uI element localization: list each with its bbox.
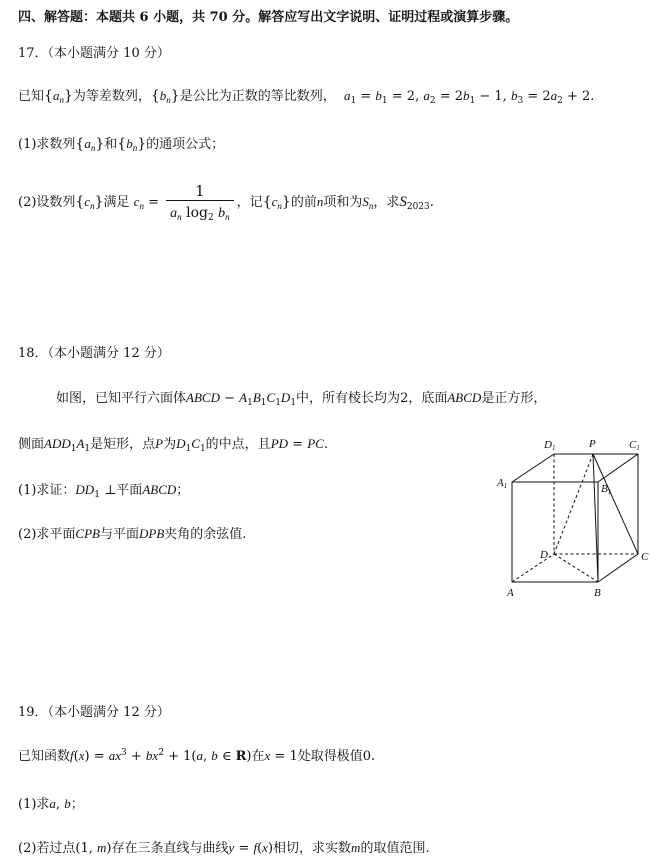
q18-part2: (2)求平面CPB与平面DPB夹角的余弦值. [18, 526, 247, 542]
label-d: D [540, 549, 548, 561]
label-a: A [507, 587, 514, 599]
q18-title: 18．（本小题满分 12 分） [18, 346, 170, 361]
q18-part1: (1)求证：$DD_1$ ⊥平面ABCD； [18, 482, 190, 500]
segment-db [554, 554, 598, 582]
label-p: P [589, 438, 596, 450]
label-c1: C1 [629, 439, 640, 452]
edge-bc [598, 554, 638, 582]
q19-stem: 已知函数$f(x) = ax^3 + bx^2 + 1(a$, b ∈ R)在x = 1处取得极值0. [18, 748, 376, 764]
q17-fraction: $\frac{1}{a_n \log_2 b_n}$ [166, 182, 234, 224]
label-b1: B1 [601, 483, 612, 496]
label-b: B [594, 587, 601, 599]
q18-stem-line1: 如图，已知平行六面体ABCD − $A_1B_1C_1D_1$中，所有棱长均为2，底面ABCD是正方形， [56, 390, 547, 408]
q17-part1: (1)求数列$\{a_n\}$和$\{b_n\}$的通项公式； [18, 136, 225, 153]
segment-pc [593, 454, 638, 554]
section-header: 四、解答题：本题共 6 小题，共 70 分。解答应写出文字说明、证明过程或演算步骤。 [18, 10, 519, 25]
label-d1: D1 [544, 439, 556, 452]
segment-pd [554, 454, 593, 554]
q17-stem: 已知$\{a_n\}$为等差数列，$\{b_n\}$是公比为正数的等比数列， $a_1 = b_1 = 2$, $a_2 = 2b_1 - 1$, $b_3 = 2a_2 + 2$. [18, 88, 595, 106]
q18-stem-line2: 侧面$ADD_1A_1$是矩形，点P为$D_1C_1$的中点，且PD = PC. [18, 436, 328, 454]
segment-pb [593, 454, 598, 582]
q19-part2: (2)若过点(1, m)存在三条直线与曲线y = f(x)相切，求实数m的取值范围. [18, 840, 430, 856]
label-c: C [641, 551, 649, 563]
q19-title: 19．（本小题满分 12 分） [18, 705, 170, 720]
q19-part1: (1)求a, b； [18, 796, 84, 812]
edge-a1d1 [512, 454, 554, 482]
q17-title: 17．（本小题满分 10 分） [18, 46, 170, 61]
parallelepiped-figure [496, 430, 656, 600]
q17-part2: (2)设数列$\{c_n\}$满足 $c_n$ = $\frac{1}{a_n \log_2 b_n}$ ，记$\{c_n\}$的前n项和为$S_n$，求$S_{2023}$. [18, 181, 434, 223]
label-a1: A1 [497, 477, 508, 490]
